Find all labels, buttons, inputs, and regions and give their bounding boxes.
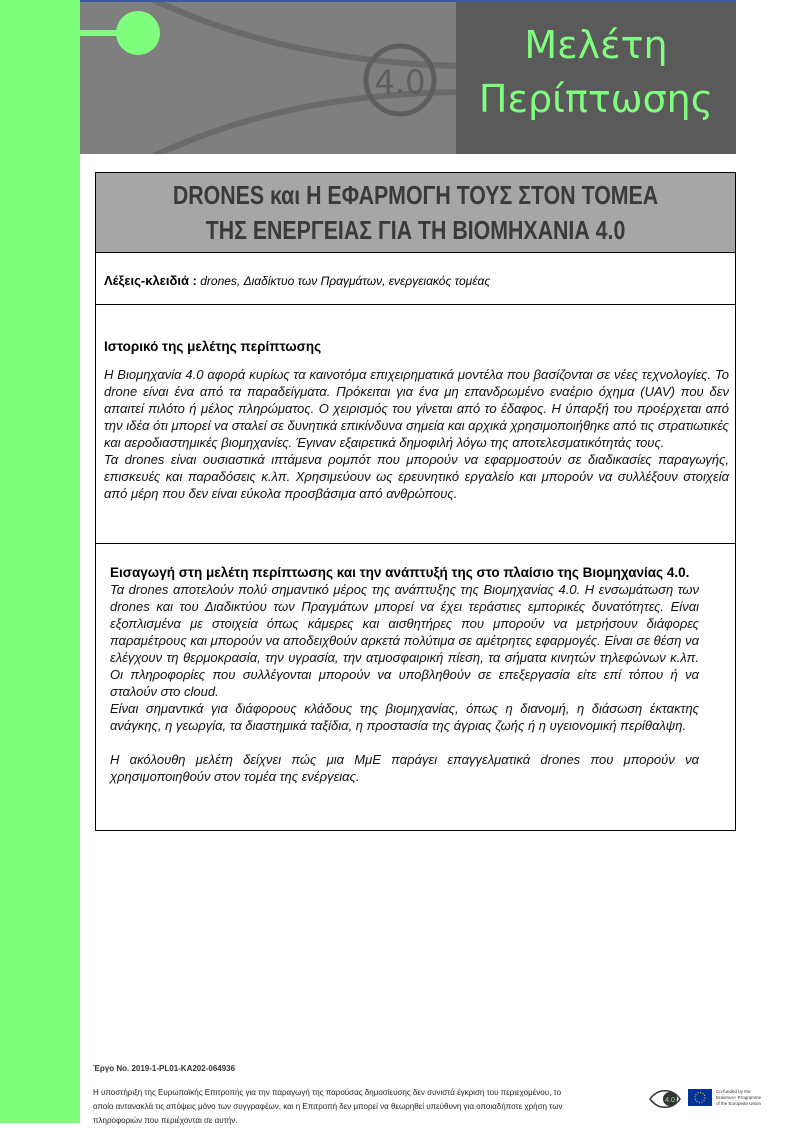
history-section [96,305,735,544]
introduction-section [96,544,735,830]
keywords-row [96,253,735,305]
keywords-label: Λέξεις-κλειδιά : [104,273,197,288]
svg-text:4.0: 4.0 [665,1097,675,1104]
disclaimer-text: Η υποστήριξη της Ευρωπαϊκής Επιτροπής για την παραγωγή της παρούσας δημοσίευσης δεν συνιστά έγκριση του περιεχομένου, το οποίο αντανακλά τις απόψεις μόνο των συγγραφέων, και η Επιτροπή δεν μπορεί να θεωρηθεί υπεύθυνη για οποιαδήποτε χρήση των πληροφοριών που περιέχονται σε αυτήν. [93,1088,563,1125]
eu-text-line-3: of the European Union [716,1101,762,1106]
partner-logos [648,1086,778,1116]
badge-text: 4.0 [374,63,426,101]
see40-logo-icon [650,1091,680,1108]
intro-paragraph-2: Είναι σημαντικά για διάφορους κλάδους της βιομηχανίας, όπως η διανομή, η διάσωση έκτακτης ανάγκης, η γεωργία, τα διαστημικά ταξίδια, η προστασία της άγριας ζωής ή η υγειονομική περίθαλψη. [110,701,699,733]
document-title: DRONES και Η ΕΦΑΡΜΟΓΗ ΤΟΥΣ ΣΤΟΝ ΤΟΜΕΑ ΤΗΣ ΕΝΕΡΓΕΙΑΣ ΓΙΑ ΤΗ ΒΙΟΜΗΧΑΝΙΑ 4.0 [172,179,659,245]
intro-paragraph-3: Η ακόλουθη μελέτη δείχνει πώς μια ΜμΕ παράγει επαγγελματικά drones που μπορούν να χρησιμοποιηθούν στον τομέα της ενέργειας. [110,752,699,784]
intro-paragraph-1: Τα drones αποτελούν πολύ σημαντικό μέρος της ανάπτυξης της Βιομηχανίας 4.0. Η ενσωμάτωση των drones και του Διαδικτύου των Πραγμάτων μπορεί να έχει τεράστιες εμπορικές δυνατότητες. Είναι εξοπλισμένα με στοιχεία όπως κάμερες και αισθητήρες που μπορούν να μετρήσουν διάφορες παραμέτρους και μπορούν να αποδειχθούν αρκετά πολύτιμα σε αμέτρητες εφαρμογές. Είναι σε θέση να ελέγχουν τη θερμοκρασία, την υγρασία, την ατμοσφαιρική πίεση, τα σήματα κινητών τηλεφώνων κ.λπ. Οι πληροφορίες που συλλέγονται μπορούν να υποβληθούν σε επεξεργασία είτε επί τόπου ή να σταλούν στο cloud. [110,582,699,699]
header-banner [80,0,736,154]
history-paragraph-1: Η Βιομηχανία 4.0 αφορά κυρίως τα καινοτόμα επιχειρηματικά μοντέλα που βασίζονται σε νέες τεχνολογίες. Το drone είναι ένα από τα παραδείγματα. Πρόκειται για ένα μη επανδρωμένο εναέριο όχημα (UAV) που δεν απαιτεί πιλότο ή μέλος πληρώματος. Ο χειρισμός του γίνεται από το έδαφος. Η ύπαρξή του προέρχεται από την ιδέα ότι μπορεί να σταλεί σε δυνητικά επικίνδυνα σημεία και αρχικά χρησιμοποιήθηκε από τις στρατιωτικές και αεροδιαστημικές βιομηχανίες. Έγιναν εξαιρετικά δημοφιλή λόγω της αποτελεσματικότητάς τους. [104,367,729,450]
green-sidebar [0,0,80,1123]
title-line-1: Μελέτη [524,23,668,67]
page-title [456,18,736,126]
case-study-frame [95,172,736,831]
title-line-2: Περίπτωσης [478,77,714,121]
banner-graphic [80,2,456,154]
document-title-box [96,173,735,253]
project-number: Έργο Νο. 2019-1-PL01-KA202-064936 [93,1064,236,1073]
history-paragraph-2: Τα drones είναι ουσιαστικά ιπτάμενα ρομπότ που μπορούν να εφαρμοστούν σε διαδικασίες παραγωγής, επισκευές και παραδόσεις κ.λπ. Χρησιμεύουν ως ερευνητικό εργαλείο και μπορούν να συλλέξουν στοιχεία από μέρη που δεν είναι εύκολα προσβάσιμα από ανθρώπους. [104,452,729,501]
eu-flag-icon [688,1089,712,1106]
intro-heading: Εισαγωγή στη μελέτη περίπτωσης και την ανάπτυξή της στο πλαίσιο της Βιομηχανίας 4.0. [110,565,690,580]
eu-text-line-1: Co-funded by the [716,1089,751,1094]
history-heading: Ιστορικό της μελέτης περίπτωσης [104,339,322,354]
eu-text-line-2: Erasmus+ Programme [716,1095,762,1100]
connector-dot-icon [116,11,160,55]
keywords-value: drones, Διαδίκτυο των Πραγμάτων, ενεργειακός τομέας [196,274,491,288]
